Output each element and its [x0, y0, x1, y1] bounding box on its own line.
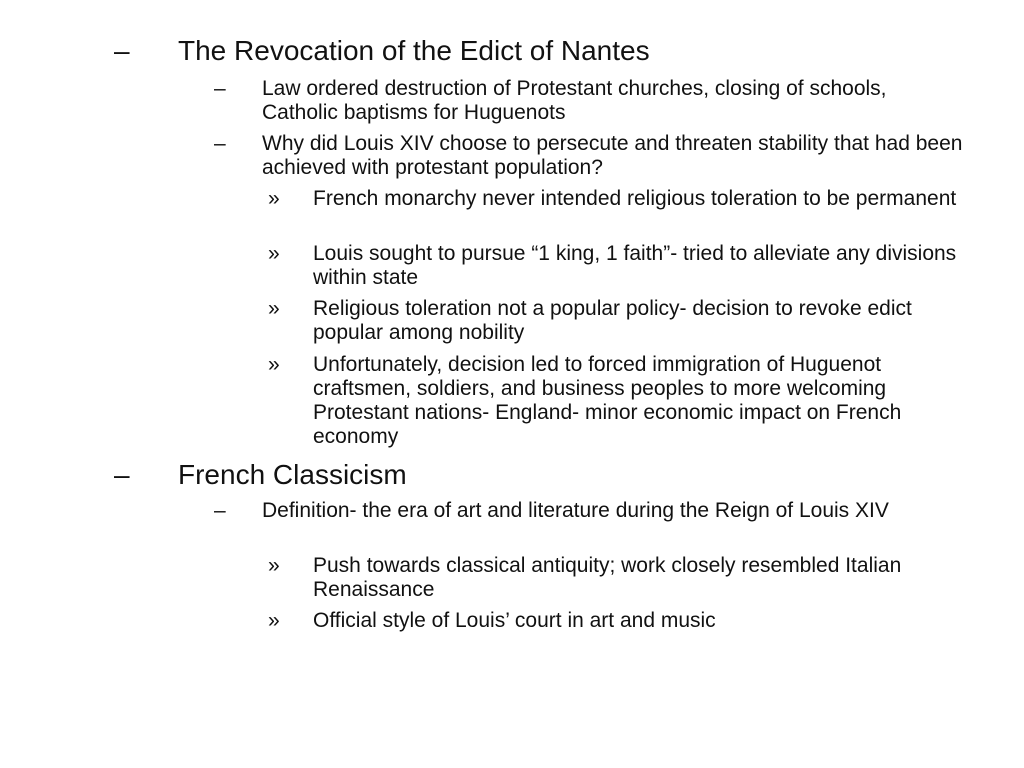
bullet-forced-immigration	[268, 353, 968, 449]
chevron-marker: »	[268, 187, 280, 210]
dash-marker: –	[214, 132, 226, 155]
bullet-text: Definition- the era of art and literature during the Reign of Louis XIV	[262, 499, 889, 522]
bullet-french-classicism-heading	[114, 459, 994, 490]
bullet-text: Louis sought to pursue “1 king, 1 faith”- tried to alleviate any divisions within state	[313, 242, 957, 289]
dash-marker: –	[114, 35, 130, 66]
bullet-monarchy-toleration	[268, 187, 968, 211]
bullet-law-ordered	[214, 77, 964, 125]
bullet-text: Push towards classical antiquity; work closely resembled Italian Renaissance	[313, 554, 902, 601]
bullet-text: Official style of Louis’ court in art and music	[313, 609, 716, 632]
chevron-marker: »	[268, 554, 280, 577]
bullet-one-king-one-faith	[268, 242, 968, 290]
bullet-classical-antiquity	[268, 554, 968, 602]
bullet-definition	[214, 499, 964, 523]
bullet-text: Law ordered destruction of Protestant churches, closing of schools, Catholic baptisms for Huguenots	[262, 77, 887, 124]
bullet-revocation-heading	[114, 35, 994, 66]
bullet-text: French Classicism	[178, 459, 407, 490]
bullet-text: Why did Louis XIV choose to persecute and threaten stability that had been achieved with protestant population?	[262, 132, 963, 179]
chevron-marker: »	[268, 609, 280, 632]
bullet-text: Unfortunately, decision led to forced immigration of Huguenot craftsmen, soldiers, and business peoples to more welcoming Protestant nations- England- minor economic impact on French economy	[313, 353, 902, 448]
bullet-toleration-unpopular	[268, 297, 968, 345]
dash-marker: –	[214, 77, 226, 100]
chevron-marker: »	[268, 353, 280, 376]
dash-marker: –	[214, 499, 226, 522]
bullet-text: French monarchy never intended religious toleration to be permanent	[313, 187, 957, 210]
chevron-marker: »	[268, 242, 280, 265]
bullet-why-persecute	[214, 132, 964, 180]
bullet-text: Religious toleration not a popular policy- decision to revoke edict popular among nobility	[313, 297, 912, 344]
chevron-marker: »	[268, 297, 280, 320]
bullet-official-style	[268, 609, 968, 633]
bullet-text: The Revocation of the Edict of Nantes	[178, 35, 650, 66]
dash-marker: –	[114, 459, 130, 490]
